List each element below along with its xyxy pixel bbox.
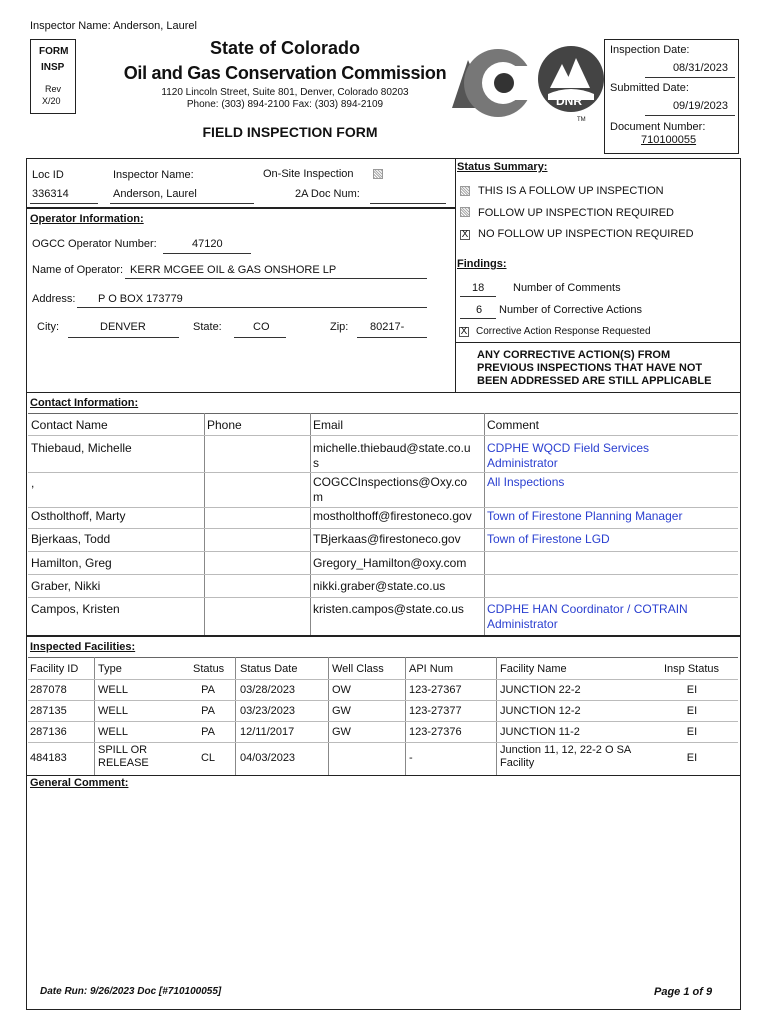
contact-email[interactable]: nikki.graber@state.co.us — [313, 579, 446, 593]
status-summary-heading: Status Summary: — [457, 161, 548, 173]
facility-status-date: 12/11/2017 — [240, 726, 295, 738]
facility-header-well-class: Well Class — [332, 663, 384, 675]
facility-type: SPILL OR — [98, 744, 148, 756]
facility-well-class: GW — [332, 705, 351, 717]
corrective-response-label: Corrective Action Response Requested — [476, 326, 651, 337]
facility-status: PA — [201, 726, 215, 738]
contact-header-comment: Comment — [487, 418, 540, 432]
contact-email[interactable]: TBjerkaas@firestoneco.gov — [313, 532, 461, 546]
onsite-inspection-label: On-Site Inspection — [263, 168, 354, 180]
facility-header-api: API Num — [409, 663, 454, 675]
actions-count: 6 — [476, 304, 483, 316]
operator-zip-label: Zip: — [330, 321, 349, 333]
contact-comment: Town of Firestone Planning Manager — [487, 509, 683, 523]
facility-type: WELL — [98, 705, 128, 717]
facility-name: JUNCTION 22-2 — [500, 684, 581, 696]
contact-email[interactable]: kristen.campos@state.co.us — [313, 602, 464, 616]
no-follow-up-label: NO FOLLOW UP INSPECTION REQUIRED — [478, 228, 694, 240]
contact-email[interactable]: Gregory_Hamilton@oxy.com — [313, 556, 467, 570]
contact-header-phone: Phone — [207, 418, 242, 432]
contact-email-cont: m — [313, 490, 323, 504]
contact-comment: Town of Firestone LGD — [487, 532, 610, 546]
facility-name: JUNCTION 11-2 — [500, 726, 580, 738]
operator-number-value: 47120 — [192, 238, 223, 250]
facility-api: 123-27377 — [409, 705, 462, 717]
facility-api: 123-27376 — [409, 726, 462, 738]
inspector-value: Anderson, Laurel — [113, 188, 197, 200]
facility-header-status: Status — [193, 663, 225, 675]
comments-label: Number of Comments — [513, 282, 621, 294]
loc-id-label: Loc ID — [32, 169, 64, 181]
form-insp-label: INSP — [41, 62, 65, 73]
contact-header-name: Contact Name — [31, 418, 108, 432]
facility-api: - — [409, 752, 413, 764]
contact-info-heading: Contact Information: — [30, 397, 139, 409]
facility-status: PA — [201, 705, 215, 717]
operator-name-value: KERR MCGEE OIL & GAS ONSHORE LP — [130, 264, 337, 276]
facility-well-class: OW — [332, 684, 351, 696]
form-label: FORM — [39, 46, 69, 57]
facility-header-name: Facility Name — [500, 663, 567, 675]
operator-number-label: OGCC Operator Number: — [32, 238, 157, 250]
facility-name: Junction 11, 12, 22-2 O SA — [500, 744, 632, 756]
contact-name: Campos, Kristen — [31, 602, 120, 616]
contact-email[interactable]: michelle.thiebaud@state.co.u — [313, 441, 471, 455]
facility-header-insp-status: Insp Status — [664, 663, 720, 675]
operator-info-heading: Operator Information: — [30, 213, 144, 225]
inspector-label: Inspector Name: — [113, 169, 194, 181]
contact-name: Hamilton, Greg — [31, 556, 112, 570]
commission-phone: Phone: (303) 894-2100 Fax: (303) 894-2109 — [186, 99, 384, 110]
facility-insp-status: EI — [686, 726, 698, 738]
facility-header-type: Type — [98, 663, 122, 675]
no-follow-up-checkbox[interactable]: X — [461, 229, 469, 240]
facility-insp-status: EI — [686, 684, 698, 696]
contact-name: Bjerkaas, Todd — [31, 532, 111, 546]
notice-line-1: ANY CORRECTIVE ACTION(S) FROM — [477, 349, 671, 361]
contact-email[interactable]: mostholthoff@firestoneco.gov — [313, 509, 472, 523]
follow-up-required-checkbox[interactable] — [460, 207, 470, 217]
form-rev-label: Rev — [45, 84, 62, 94]
contact-name: Ostholthoff, Marty — [31, 509, 126, 523]
form-title: FIELD INSPECTION FORM — [202, 124, 378, 140]
operator-state-label: State: — [193, 321, 222, 333]
operator-address-value: P O BOX 173779 — [98, 293, 183, 305]
follow-up-required-label: FOLLOW UP INSPECTION REQUIRED — [478, 207, 674, 219]
facility-id: 287136 — [30, 726, 67, 738]
footer-page-number: Page 1 of 9 — [654, 986, 713, 998]
commission-title: Oil and Gas Conservation Commission — [123, 63, 447, 83]
facilities-heading: Inspected Facilities: — [30, 641, 136, 653]
facility-status-date: 03/23/2023 — [240, 705, 296, 717]
trademark-mark: TM — [577, 117, 586, 123]
facility-type-cont: RELEASE — [98, 757, 149, 769]
general-comment-heading: General Comment: — [30, 777, 129, 789]
facility-well-class: GW — [332, 726, 351, 738]
contact-comment: CDPHE HAN Coordinator / COTRAIN — [487, 602, 688, 616]
inspection-date-value: 08/31/2023 — [672, 62, 728, 74]
notice-line-2: PREVIOUS INSPECTIONS THAT HAVE NOT — [477, 362, 703, 374]
colorado-logo-icon — [448, 38, 540, 120]
contact-email-cont: s — [313, 456, 319, 470]
facility-insp-status: EI — [686, 705, 698, 717]
facility-api: 123-27367 — [409, 684, 462, 696]
dnr-logo-text: DNR — [556, 94, 582, 108]
document-number-value: 710100055 — [641, 134, 697, 146]
contact-header-email: Email — [313, 418, 344, 432]
contact-comment-cont: Administrator — [487, 617, 558, 631]
contact-comment-cont: Administrator — [487, 456, 558, 470]
operator-name-label: Name of Operator: — [32, 264, 124, 276]
contact-name: Thiebaud, Michelle — [31, 441, 132, 455]
facility-status-date: 03/28/2023 — [240, 684, 296, 696]
form-id-box — [30, 39, 76, 114]
operator-zip-value: 80217- — [370, 321, 405, 333]
facility-status: PA — [201, 684, 215, 696]
top-inspector-name: Inspector Name: Anderson, Laurel — [30, 20, 197, 32]
facility-status: CL — [200, 752, 216, 764]
contact-email[interactable]: COGCCInspections@Oxy.co — [313, 475, 468, 489]
facility-id: 287135 — [30, 705, 67, 717]
notice-line-3: BEEN ADDRESSED ARE STILL APPLICABLE — [477, 375, 712, 387]
operator-city-label: City: — [37, 321, 59, 333]
submitted-date-label: Submitted Date: — [610, 82, 689, 94]
facility-id: 484183 — [30, 752, 67, 764]
comments-count: 18 — [472, 282, 485, 294]
facility-id: 287078 — [30, 684, 67, 696]
facility-header-id: Facility ID — [30, 663, 79, 675]
findings-heading: Findings: — [457, 258, 507, 270]
operator-address-label: Address: — [32, 293, 76, 305]
facility-type: WELL — [98, 684, 128, 696]
facility-insp-status: EI — [686, 752, 698, 764]
state-title: State of Colorado — [209, 38, 360, 58]
document-number-label: Document Number: — [610, 121, 706, 133]
operator-state-value: CO — [253, 321, 270, 333]
inspection-date-label: Inspection Date: — [610, 44, 690, 56]
operator-city-value: DENVER — [100, 321, 146, 333]
follow-up-inspection-checkbox[interactable] — [460, 186, 470, 196]
commission-address: 1120 Lincoln Street, Suite 801, Denver, Colorado 80203 — [161, 87, 409, 98]
facility-name: JUNCTION 12-2 — [500, 705, 581, 717]
footer-date-run: Date Run: 9/26/2023 Doc [#710100055] — [40, 986, 222, 997]
facility-header-status-date: Status Date — [240, 663, 298, 675]
contact-name: Graber, Nikki — [31, 579, 101, 593]
facility-name-cont: Facility — [500, 757, 535, 769]
contact-comment: All Inspections — [487, 475, 565, 489]
contact-name: , — [31, 476, 35, 490]
follow-up-inspection-label: THIS IS A FOLLOW UP INSPECTION — [478, 185, 664, 197]
submitted-date-value: 09/19/2023 — [672, 100, 728, 112]
actions-label: Number of Corrective Actions — [499, 304, 643, 316]
loc-id-value: 336314 — [32, 188, 69, 200]
dates-box — [604, 39, 739, 154]
facility-type: WELL — [98, 726, 128, 738]
contact-comment: CDPHE WQCD Field Services — [487, 441, 650, 455]
onsite-inspection-checkbox[interactable] — [373, 169, 383, 179]
facility-status-date: 04/03/2023 — [240, 752, 296, 764]
corrective-response-checkbox[interactable]: X — [460, 326, 468, 337]
form-rev-date: X/20 — [42, 96, 61, 106]
doc-num-label: 2A Doc Num: — [295, 188, 360, 200]
